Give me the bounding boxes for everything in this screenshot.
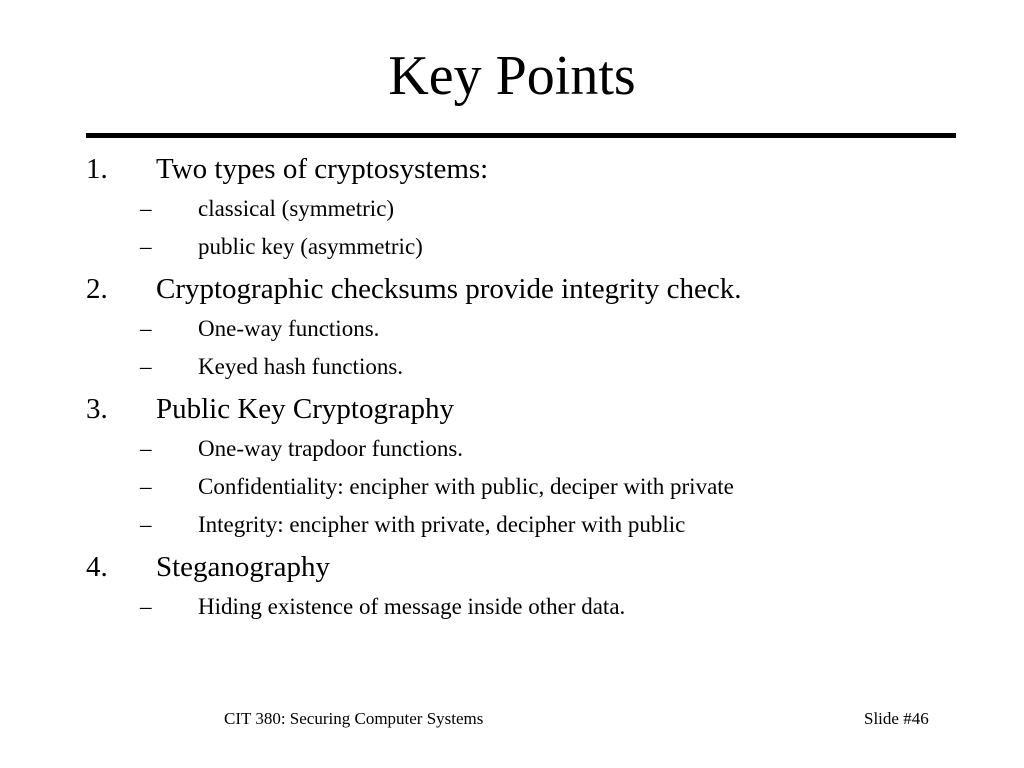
item-number: 4. [86, 551, 108, 583]
dash-bullet: – [140, 594, 152, 619]
sub-list-item [0, 468, 1024, 506]
sub-list-item [0, 310, 1024, 348]
sub-item-text: public key (asymmetric) [198, 234, 423, 259]
sub-item-text: Confidentiality: encipher with public, deciper with private [198, 474, 734, 499]
sub-item-text: One-way trapdoor functions. [198, 436, 464, 461]
list-item [0, 390, 1024, 430]
footer-slide-number: Slide #46 [864, 709, 929, 728]
footer-course-title: CIT 380: Securing Computer Systems [224, 709, 484, 728]
sub-item-text: classical (symmetric) [198, 196, 395, 221]
slide-content [0, 150, 1024, 626]
sub-list-item [0, 430, 1024, 468]
sub-list-item [0, 228, 1024, 266]
dash-bullet: – [140, 196, 152, 221]
dash-bullet: – [140, 316, 152, 341]
list-item [0, 150, 1024, 190]
title-divider [86, 133, 956, 138]
sub-list-item [0, 348, 1024, 386]
dash-bullet: – [140, 436, 152, 461]
dash-bullet: – [140, 512, 152, 537]
list-item [0, 270, 1024, 310]
sub-list-item [0, 588, 1024, 626]
item-number: 3. [86, 393, 108, 425]
item-text: Cryptographic checksums provide integrity check. [156, 273, 742, 305]
dash-bullet: – [140, 234, 152, 259]
dash-bullet: – [140, 474, 152, 499]
sub-item-text: Keyed hash functions. [198, 354, 404, 379]
item-text: Public Key Cryptography [156, 393, 455, 425]
slide-title: Key Points [388, 45, 636, 107]
item-number: 2. [86, 273, 108, 305]
sub-item-text: Integrity: encipher with private, decipher with public [198, 512, 686, 537]
sub-list-item [0, 190, 1024, 228]
sub-item-text: Hiding existence of message inside other data. [198, 594, 626, 619]
item-text: Steganography [156, 551, 330, 583]
item-number: 1. [86, 153, 108, 185]
sub-list-item [0, 506, 1024, 544]
item-text: Two types of cryptosystems: [156, 153, 489, 185]
dash-bullet: – [140, 354, 152, 379]
sub-item-text: One-way functions. [198, 316, 380, 341]
list-item [0, 548, 1024, 588]
